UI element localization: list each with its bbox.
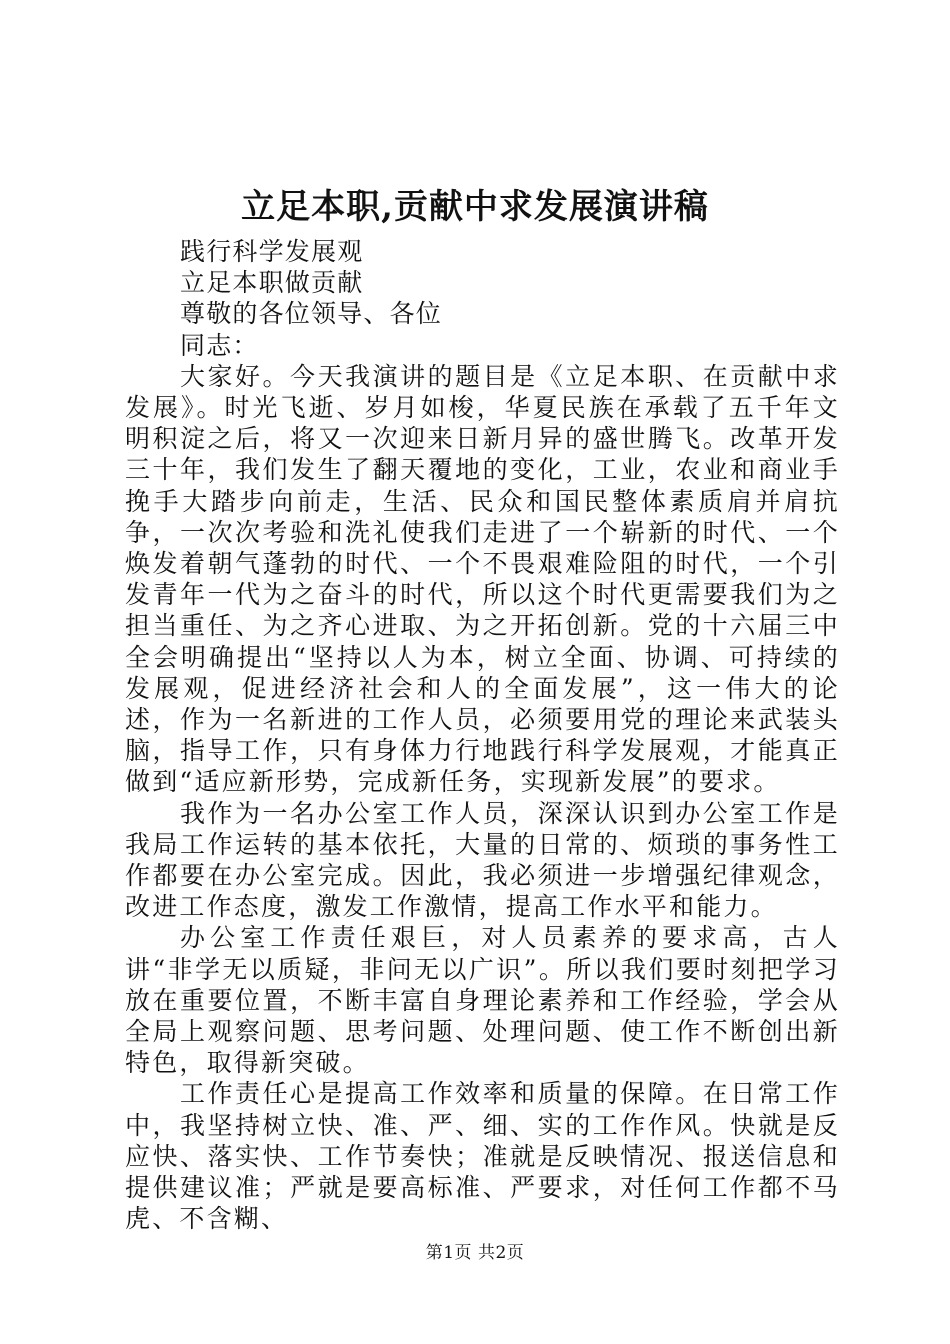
paragraph-7: 办公室工作责任艰巨，对人员素养的要求高，古人讲“非学无以质疑，非问无以广识”。所以我们要时刻把学习放在重要位置，不断丰富自身理论素养和工作经验，学会从全局上观察问题、思考问题、处理问题、使工作不断创出新特色，取得新突破。: [125, 923, 840, 1078]
paragraph-6: 我作为一名办公室工作人员，深深认识到办公室工作是我局工作运转的基本依托，大量的日常的、烦琐的事务性工作都要在办公室完成。因此，我必须进一步增强纪律观念，改进工作态度，激发工作激情，提高工作水平和能力。: [125, 798, 840, 922]
document-title: 立足本职,贡献中求发展演讲稿: [241, 187, 709, 227]
paragraph-2: 立足本职做贡献: [180, 268, 364, 298]
document-body: [125, 236, 840, 1235]
paragraph-5: 大家好。今天我演讲的题目是《立足本职、在贡献中求发展》。时光飞逝、岁月如梭，华夏民族在承载了五千年文明积淀之后，将又一次迎来日新月异的盛世腾飞。改革开发三十年，我们发生了翻天覆地的变化，工业，农业和商业手挽手大踏步向前走，生活、民众和国民整体素质肩并肩抗争，一次次考验和洗礼使我们走进了一个崭新的时代、一个焕发着朝气蓬勃的时代、一个不畏艰难险阻的时代，一个引发青年一代为之奋斗的时代，所以这个时代更需要我们为之担当重任、为之齐心进取、为之开拓创新。党的十六届三中全会明确提出“坚持以人为本，树立全面、协调、可持续的发展观，促进经济社会和人的全面发展”，这一伟大的论述，作为一名新进的工作人员，必须要用党的理论来武装头脑，指导工作，只有身体力行地践行科学发展观，才能真正做到“适应新形势，完成新任务，实现新发展”的要求。: [125, 361, 840, 797]
paragraph-4: 同志：: [180, 330, 259, 360]
page-footer: 第1页 共2页: [425, 1243, 525, 1263]
paragraph-8: 工作责任心是提高工作效率和质量的保障。在日常工作中，我坚持树立快、准、严、细、实的工作作风。快就是反应快、落实快、工作节奏快；准就是反映情况、报送信息和提供建议准；严就是要高标准、严要求，对任何工作都不马虎、不含糊、: [125, 1079, 840, 1234]
paragraph-3: 尊敬的各位领导、各位: [180, 299, 443, 329]
paragraph-1: 践行科学发展观: [180, 237, 364, 266]
